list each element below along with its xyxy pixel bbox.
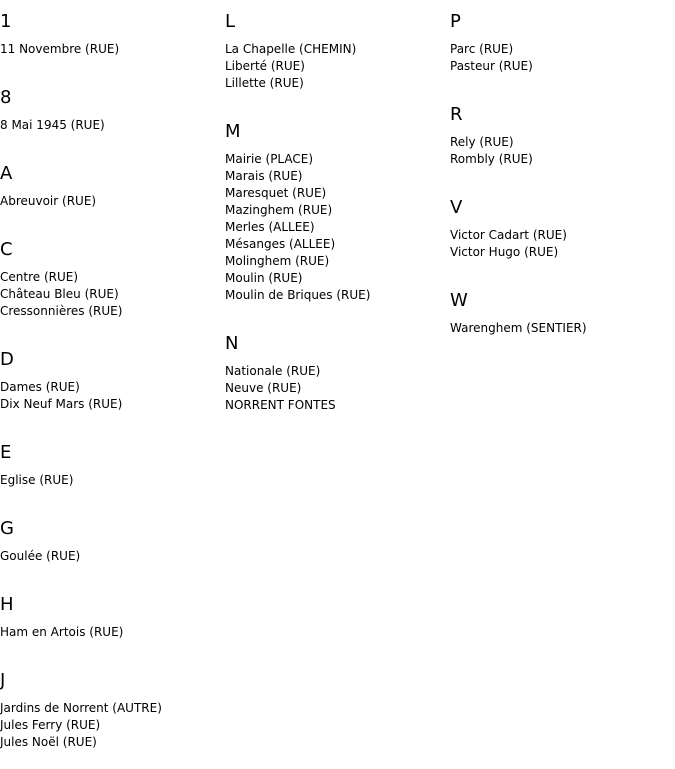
street-link[interactable]: Rely (RUE) (450, 135, 514, 149)
street-index-column-2 (225, 0, 450, 432)
letter-group (450, 186, 675, 261)
street-link[interactable]: Mairie (PLACE) (225, 152, 314, 166)
letter-heading: 8 (0, 87, 12, 108)
letter-group (450, 93, 675, 168)
street-list (450, 41, 675, 75)
street-link[interactable]: Moulin (RUE) (225, 271, 303, 285)
letter-heading: G (0, 518, 14, 539)
street-link[interactable]: Cressonnières (RUE) (0, 304, 123, 318)
letter-heading: M (225, 121, 241, 142)
letter-group (225, 0, 450, 92)
street-list (0, 117, 225, 134)
street-list (450, 227, 675, 261)
street-link[interactable]: Centre (RUE) (0, 270, 79, 284)
street-link[interactable]: 8 Mai 1945 (RUE) (0, 118, 105, 132)
letter-heading: A (0, 163, 13, 184)
street-index-column-1 (0, 0, 225, 769)
street-list (450, 320, 675, 337)
street-link[interactable]: La Chapelle (CHEMIN) (225, 42, 357, 56)
letter-group (0, 431, 225, 489)
letter-heading: J (0, 670, 6, 691)
letter-group (0, 583, 225, 641)
street-link[interactable]: Molinghem (RUE) (225, 254, 330, 268)
letter-group (0, 507, 225, 565)
street-link[interactable]: Merles (ALLEE) (225, 220, 315, 234)
street-link[interactable]: Warenghem (SENTIER) (450, 321, 587, 335)
street-link[interactable]: Parc (RUE) (450, 42, 514, 56)
street-list (225, 363, 450, 414)
street-list (450, 134, 675, 168)
letter-heading: N (225, 333, 239, 354)
letter-group (0, 76, 225, 134)
street-list (0, 472, 225, 489)
street-list (0, 624, 225, 641)
street-link[interactable]: Eglise (RUE) (0, 473, 74, 487)
street-link[interactable]: Jules Ferry (RUE) (0, 718, 101, 732)
letter-heading: D (0, 349, 14, 370)
street-link[interactable]: Goulée (RUE) (0, 549, 81, 563)
street-link[interactable]: Rombly (RUE) (450, 152, 533, 166)
letter-heading: E (0, 442, 12, 463)
street-link[interactable]: Dames (RUE) (0, 380, 80, 394)
street-list (0, 193, 225, 210)
street-link[interactable]: Victor Cadart (RUE) (450, 228, 567, 242)
letter-heading: H (0, 594, 14, 615)
street-link[interactable]: Maresquet (RUE) (225, 186, 327, 200)
street-link[interactable]: Nationale (RUE) (225, 364, 321, 378)
letter-heading: R (450, 104, 463, 125)
street-link[interactable]: Jules Noël (RUE) (0, 735, 97, 749)
street-link[interactable]: Liberté (RUE) (225, 59, 305, 73)
street-list (225, 151, 450, 304)
letter-heading: V (450, 197, 463, 218)
street-list (0, 269, 225, 320)
street-link[interactable]: Abreuvoir (RUE) (0, 194, 97, 208)
letter-group (0, 228, 225, 320)
street-link[interactable]: Jardins de Norrent (AUTRE) (0, 701, 162, 715)
letter-heading: L (225, 11, 236, 32)
street-list (0, 379, 225, 413)
letter-heading: 1 (0, 11, 12, 32)
street-link[interactable]: 11 Novembre (RUE) (0, 42, 120, 56)
street-list (0, 41, 225, 58)
letter-heading: C (0, 239, 13, 260)
letter-group (0, 0, 225, 58)
letter-group (0, 338, 225, 413)
street-list (0, 548, 225, 565)
street-link[interactable]: Château Bleu (RUE) (0, 287, 119, 301)
letter-group (225, 110, 450, 304)
street-list (0, 700, 225, 751)
street-list (225, 41, 450, 92)
street-index-column-3 (450, 0, 675, 355)
letter-heading: P (450, 11, 461, 32)
street-link[interactable]: Lillette (RUE) (225, 76, 304, 90)
street-link[interactable]: Neuve (RUE) (225, 381, 302, 395)
street-link[interactable]: Mésanges (ALLEE) (225, 237, 336, 251)
street-link[interactable]: Dix Neuf Mars (RUE) (0, 397, 123, 411)
street-link[interactable]: Victor Hugo (RUE) (450, 245, 559, 259)
street-link[interactable]: Ham en Artois (RUE) (0, 625, 124, 639)
street-link[interactable]: Mazinghem (RUE) (225, 203, 333, 217)
letter-heading: W (450, 290, 468, 311)
letter-group (0, 152, 225, 210)
letter-group (450, 0, 675, 75)
street-link[interactable]: Marais (RUE) (225, 169, 303, 183)
letter-group (0, 659, 225, 751)
street-link[interactable]: Pasteur (RUE) (450, 59, 533, 73)
letter-group (450, 279, 675, 337)
letter-group (225, 322, 450, 414)
street-link[interactable]: Moulin de Briques (RUE) (225, 288, 371, 302)
street-link[interactable]: NORRENT FONTES (225, 398, 336, 412)
